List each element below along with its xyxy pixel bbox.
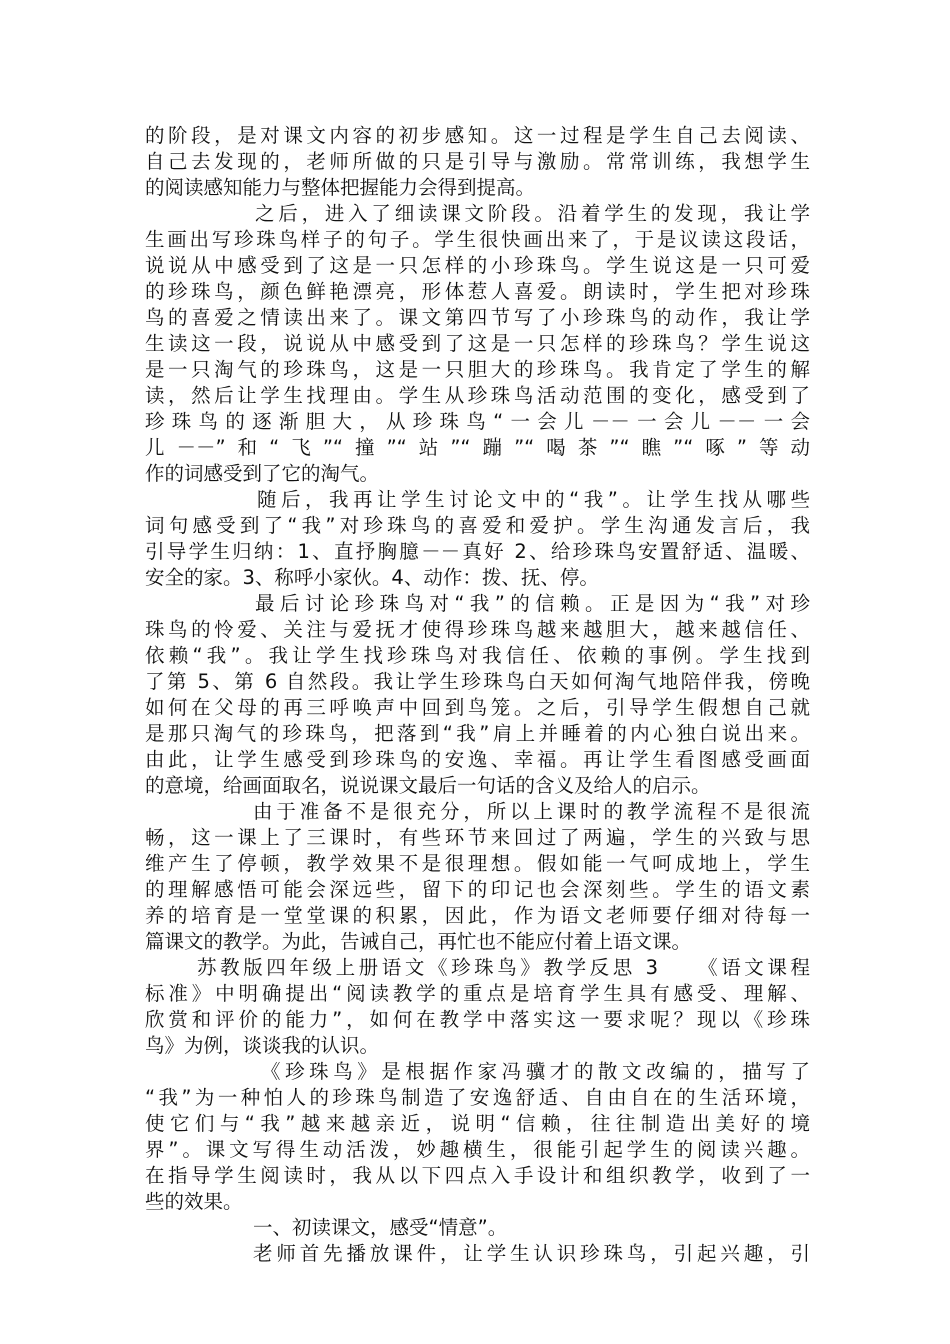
text-line: 珠鸟的怜爱、关注与爱抚才使得珍珠鸟越来越胆大，越来越信任、	[145, 618, 810, 641]
text-line: 些的效果。	[145, 1190, 243, 1213]
text-line: 是那只淘气的珍珠鸟，把落到“我”肩上并睡着的内心独白说出来。	[145, 722, 810, 745]
text-line: 维产生了停顿，教学效果不是很理想。假如能一气呵成地上，学生	[145, 852, 810, 875]
text-line: 说说从中感受到了这是一只怎样的小珍珠鸟。学生说这是一只可爱	[145, 254, 810, 277]
text-line: 的珍珠鸟，颜色鲜艳漂亮，形体惹人喜爱。朗读时，学生把对珍珠	[145, 280, 810, 303]
text-line: 依赖“我”。我让学生找珍珠鸟对我信任、依赖的事例。学生找到	[145, 644, 810, 667]
text-line: 界”。课文写得生动活泼，妙趣横生，很能引起学生的阅读兴趣。	[145, 1138, 810, 1161]
text-line: 自己去发现的，老师所做的只是引导与激励。常常训练，我想学生	[145, 150, 810, 173]
text-line: 的意境，给画面取名，说说课文最后一句话的含义及给人的启示。	[145, 774, 711, 797]
text-line: 畅，这一课上了三课时，有些环节来回过了两遍，学生的兴致与思	[145, 826, 810, 849]
text-line: 词句感受到了“我”对珍珠鸟的喜爱和爱护。学生沟通发言后，我	[145, 514, 810, 537]
text-line: 鸟》为例，谈谈我的认识。	[145, 1034, 380, 1057]
text-line: 鸟的喜爱之情读出来了。课文第四节写了小珍珠鸟的动作，我让学	[145, 306, 810, 329]
text-line: 的阅读感知能力与整体把握能力会得到提高。	[145, 176, 536, 199]
text-line: 的理解感悟可能会深远些，留下的印记也会深刻些。学生的语文素	[145, 878, 810, 901]
document-body	[145, 123, 810, 1267]
paragraph-start-line: 最后讨论珍珠鸟对“我”的信赖。正是因为“我”对珍	[255, 592, 810, 615]
text-line: 儿－－”和“飞”“撞”“站”“蹦”“喝茶”“瞧”“啄”等动	[145, 436, 810, 459]
section-heading-line: 一、初读课文，感受“情意”。	[253, 1216, 508, 1239]
text-line: 生读这一段，说说从中感受到了这是一只怎样的珍珠鸟？学生说这	[145, 332, 810, 355]
text-line: 欣赏和评价的能力”，如何在教学中落实这一要求呢？现以《珍珠	[145, 1008, 810, 1031]
text-line: 作的词感受到了它的淘气。	[145, 462, 380, 485]
paragraph-start-line: 《珍珠鸟》是根据作家冯骥才的散文改编的，描写了	[261, 1060, 810, 1083]
text-line: 生画出写珍珠鸟样子的句子。学生很快画出来了，于是议读这段话，	[145, 228, 810, 251]
text-line: 由此，让学生感受到珍珠鸟的安逸、幸福。再让学生看图感受画面	[145, 748, 810, 771]
paragraph-start-line: 随后，我再让学生讨论文中的“我”。让学生找从哪些	[257, 488, 810, 511]
text-line: 珍珠鸟的逐渐胆大，从珍珠鸟“一会儿－－一会儿－－一会	[145, 410, 810, 433]
text-line: 篇课文的教学。为此，告诫自己，再忙也不能应付着上语文课。	[145, 930, 692, 953]
text-line: 安全的家。3、称呼小家伙。4、动作：拨、抚、停。	[145, 566, 599, 589]
text-line: 是一只淘气的珍珠鸟，这是一只胆大的珍珠鸟。我肯定了学生的解	[145, 358, 810, 381]
text-line: 养的培育是一堂堂课的积累，因此，作为语文老师要仔细对待每一	[145, 904, 810, 927]
text-line: 如何在父母的再三呼唤声中回到鸟笼。之后，引导学生假想自己就	[145, 696, 810, 719]
section-title-line: 苏教版四年级上册语文《珍珠鸟》教学反思 3 《语文课程	[197, 956, 810, 979]
paragraph-start-line: 老师首先播放课件，让学生认识珍珠鸟，引起兴趣，引	[253, 1242, 810, 1265]
paragraph-start-line: 由于准备不是很充分，所以上课时的教学流程不是很流	[253, 800, 810, 823]
text-line: 引导学生归纳：1、直抒胸臆－－真好 2、给珍珠鸟安置舒适、温暖、	[145, 540, 810, 563]
text-line: “我”为一种怕人的珍珠鸟制造了安逸舒适、自由自在的生活环境，	[145, 1086, 810, 1109]
text-line: 读，然后让学生找理由。学生从珍珠鸟活动范围的变化，感受到了	[145, 384, 810, 407]
text-line: 使它们与“我”越来越亲近，说明“信赖，往往制造出美好的境	[145, 1112, 810, 1135]
text-line: 标准》中明确提出“阅读教学的重点是培育学生具有感受、理解、	[145, 982, 810, 1005]
text-line: 的阶段，是对课文内容的初步感知。这一过程是学生自己去阅读、	[145, 124, 810, 147]
text-line: 了第 5、第 6 自然段。我让学生珍珠鸟白天如何淘气地陪伴我，傍晚	[145, 670, 810, 693]
paragraph-start-line: 之后，进入了细读课文阶段。沿着学生的发现，我让学	[255, 202, 810, 225]
text-line: 在指导学生阅读时，我从以下四点入手设计和组织教学，收到了一	[145, 1164, 810, 1187]
